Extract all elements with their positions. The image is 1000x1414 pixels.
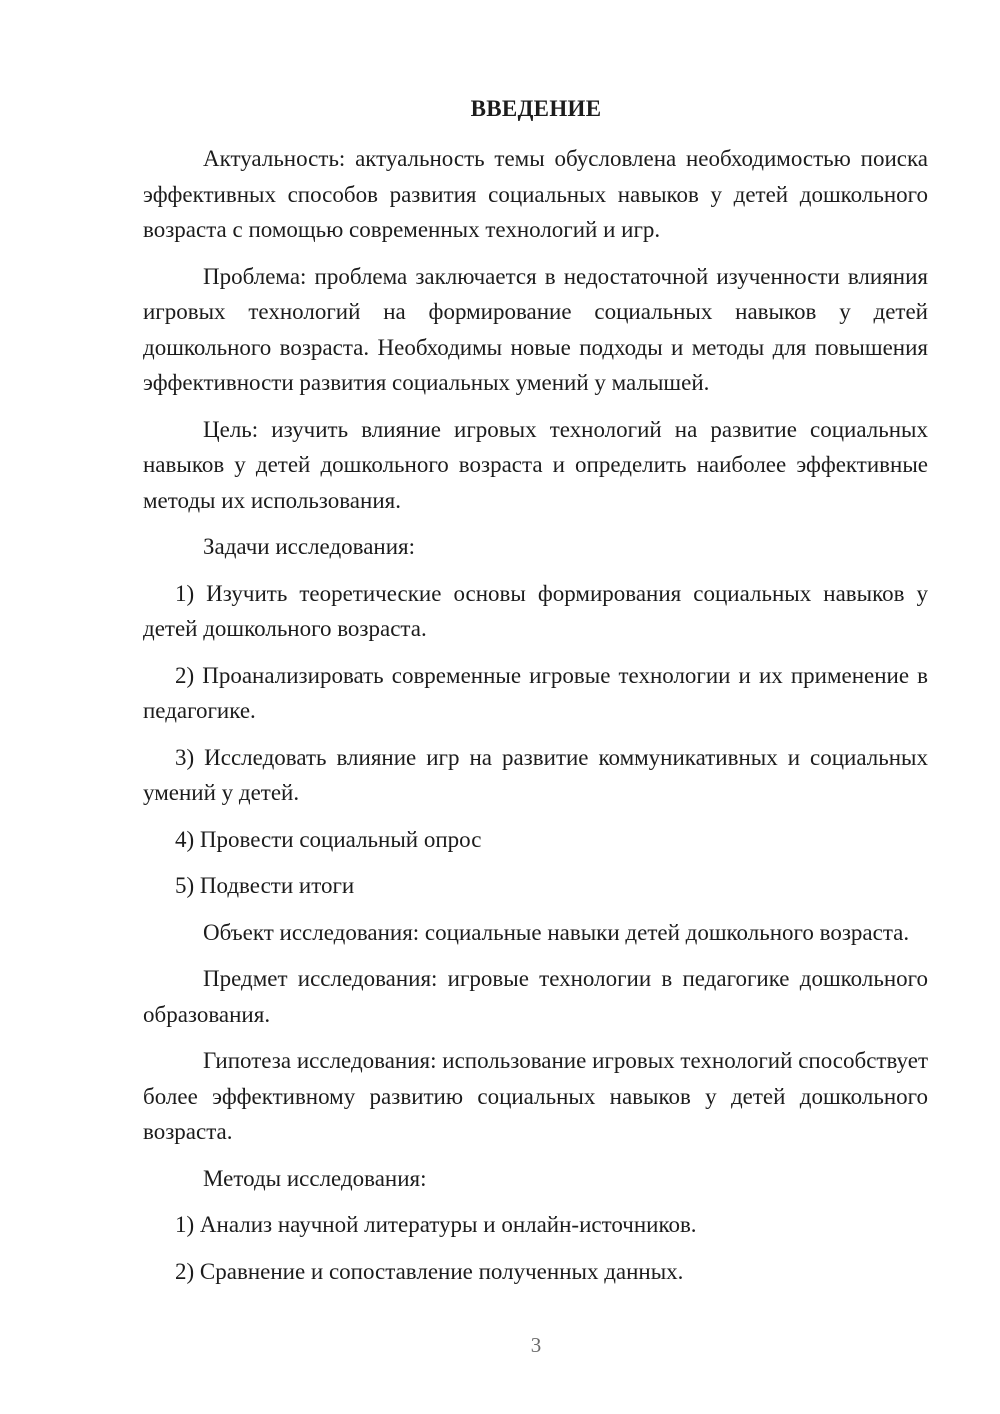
methods-heading: Методы исследования: <box>203 1165 427 1191</box>
task-item: 3) Исследовать влияние игр на развитие коммуникативных и социальных умений у детей. <box>143 744 928 805</box>
hypothesis-paragraph: Гипотеза исследования: использование игровых технологий способствует более эффективному развитию социальных навыков у детей дошкольного возраста. <box>143 1048 928 1144</box>
page-number: 3 <box>530 1333 542 1357</box>
relevance-paragraph: Актуальность: актуальность темы обусловлена необходимостью поиска эффективных способов развития социальных навыков у детей дошкольного возраста с помощью современных технологий и игр. <box>143 146 928 242</box>
method-item: 1) Анализ научной литературы и онлайн-источников. <box>175 1212 697 1237</box>
goal-paragraph: Цель: изучить влияние игровых технологий на развитие социальных навыков у детей дошкольного возраста и определить наиболее эффективные методы их использования. <box>143 416 928 513</box>
document-body <box>143 141 928 1300</box>
task-item: 1) Изучить теоретические основы формирования социальных навыков у детей дошкольного возраста. <box>143 580 928 641</box>
task-item: 5) Подвести итоги <box>175 873 355 898</box>
method-item: 2) Сравнение и сопоставление полученных данных. <box>175 1258 684 1284</box>
section-heading: ВВЕДЕНИЕ <box>470 96 602 121</box>
task-item: 2) Проанализировать современные игровые технологии и их применение в педагогике. <box>143 662 928 723</box>
problem-paragraph: Проблема: проблема заключается в недостаточной изученности влияния игровых технологий на формирование социальных навыков у детей дошкольного возраста. Необходимы новые подходы и методы для повышения эффективности развития социальных умений у малышей. <box>143 263 928 395</box>
subject-paragraph: Предмет исследования: игровые технологии в педагогике дошкольного образования. <box>143 966 928 1027</box>
object-paragraph: Объект исследования: социальные навыки детей дошкольного возраста. <box>203 919 910 945</box>
task-item: 4) Провести социальный опрос <box>175 826 482 852</box>
tasks-heading: Задачи исследования: <box>203 534 416 559</box>
